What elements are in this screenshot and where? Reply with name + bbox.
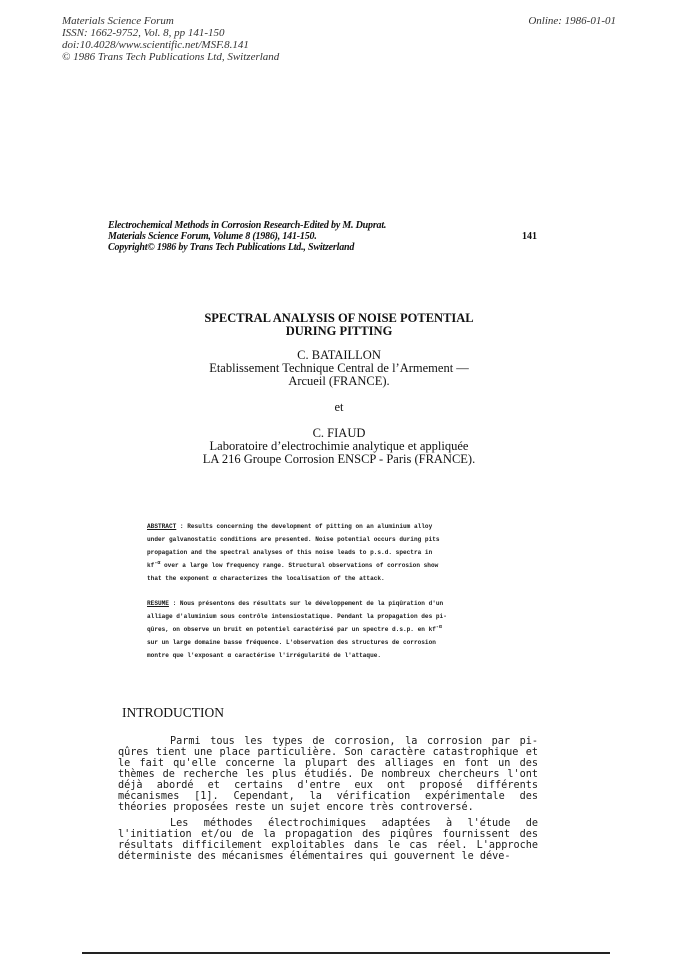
para1-line-3: et le fait qu'elle concerne la plupart des alliages en font un: [118, 747, 538, 769]
para2-line-3: résultats difficilement exploitables dans le cas réel. L'approche: [118, 840, 538, 851]
doi-line: doi:10.4028/www.scientific.net/MSF.8.141: [62, 39, 249, 51]
abstract-line-1: : Results concerning the development of pitting on an aluminium alloy: [176, 523, 433, 530]
author-2: C. FIAUD: [312, 426, 366, 440]
affiliation-1-line-2: Arcueil (FRANCE).: [288, 374, 390, 388]
online-citation-block: [62, 15, 279, 63]
abstract-line-4-kf: kf: [147, 562, 155, 569]
author-block: [0, 349, 678, 466]
book-title-line: Electrochemical Methods in Corrosion Research-Edited by M. Duprat.: [108, 220, 387, 231]
resume-line-1: : Nous présentons des résultats sur le développement de la piqûration d'un: [168, 600, 444, 607]
resume-line-3: qûres, on observe un bruit en potentiel caractérisé par un spectre d.s.p. en kf: [147, 626, 436, 633]
book-citation-block: [108, 220, 386, 253]
affiliation-1-line-1: Etablissement Technique Central de l’Armement —: [209, 361, 469, 375]
para1-line-5: l'ont déjà abordé et certains d'entre eux ont proposé différents: [118, 769, 538, 791]
para1-line-2: qûres tient une place particulière. Son caractère catastrophique: [118, 747, 519, 758]
issn-line: ISSN: 1662-9752, Vol. 8, pp 141-150: [62, 27, 225, 39]
affiliation-2-line-2: LA 216 Groupe Corrosion ENSCP - Paris (FRANCE).: [202, 452, 476, 466]
resume-line-5: montre que l'exposant α caractérise l'irrégularité de l'attaque.: [147, 652, 382, 659]
title-line-2: DURING PITTING: [285, 324, 393, 338]
para1-line-1: Parmi tous les types de corrosion, la corrosion par pi-: [170, 736, 538, 747]
para1-line-4: des thèmes de recherche les plus étudiés. De nombreux chercheurs: [118, 758, 538, 780]
affiliation-2-line-1: Laboratoire d’electrochimie analytique et appliquée: [209, 439, 469, 453]
page-number: 141: [522, 231, 537, 242]
abstract-line-4: over a large low frequency range. Structural observations of corrosion show: [160, 562, 439, 569]
section-heading-introduction: INTRODUCTION: [122, 705, 224, 720]
title-line-1: SPECTRAL ANALYSIS OF NOISE POTENTIAL: [204, 311, 474, 325]
abstract-french: [147, 597, 487, 662]
abstract-line-4-exponent: -α: [154, 559, 161, 566]
abstract-line-3: propagation and the spectral analyses of this noise leads to p.s.d. spectra in: [147, 549, 433, 556]
para1-line-7: théories proposées reste un sujet encore très controversé.: [118, 802, 474, 813]
abstract-line-2: under galvanostatic conditions are presented. Noise potential occurs during pits: [147, 536, 440, 543]
para2-line-1: Les méthodes électrochimiques adaptées à l'étude de: [170, 818, 538, 829]
resume-line-3-exponent: -α: [435, 623, 442, 630]
intro-paragraph-1: [118, 736, 538, 813]
intro-paragraph-2: [118, 818, 538, 862]
online-date: Online: 1986-01-01: [528, 15, 616, 27]
book-volume-line: Materials Science Forum, Volume 8 (1986), 141-150.: [108, 231, 317, 242]
author-conjunction: et: [334, 400, 344, 414]
footer-rule: [82, 952, 610, 954]
para2-line-2: l'initiation et/ou de la propagation des piqûres fournissent des: [118, 829, 538, 840]
abstract-label: ABSTRACT: [147, 523, 177, 530]
para1-line-6: mécanismes [1]. Cependant, la vérification expérimentale des: [118, 791, 538, 802]
book-copyright-line: Copyright© 1986 by Trans Tech Publications Ltd., Switzerland: [108, 242, 355, 253]
abstract-english: [147, 520, 487, 585]
paper-title: [0, 312, 678, 338]
para2-line-4: déterministe des mécanismes élémentaires qui gouvernent le déve-: [118, 851, 511, 862]
resume-line-4: sur un large domaine basse fréquence. L'observation des structures de corrosion: [147, 639, 436, 646]
resume-label: RESUME: [147, 600, 169, 607]
online-copyright: © 1986 Trans Tech Publications Ltd, Switzerland: [62, 51, 280, 63]
resume-line-2: alliage d'aluminium sous contrôle intensiostatique. Pendant la propagation des pi-: [147, 613, 447, 620]
abstract-line-5: that the exponent α characterizes the localisation of the attack.: [147, 575, 385, 582]
author-1: C. BATAILLON: [297, 348, 381, 362]
journal-name: Materials Science Forum: [62, 15, 174, 27]
